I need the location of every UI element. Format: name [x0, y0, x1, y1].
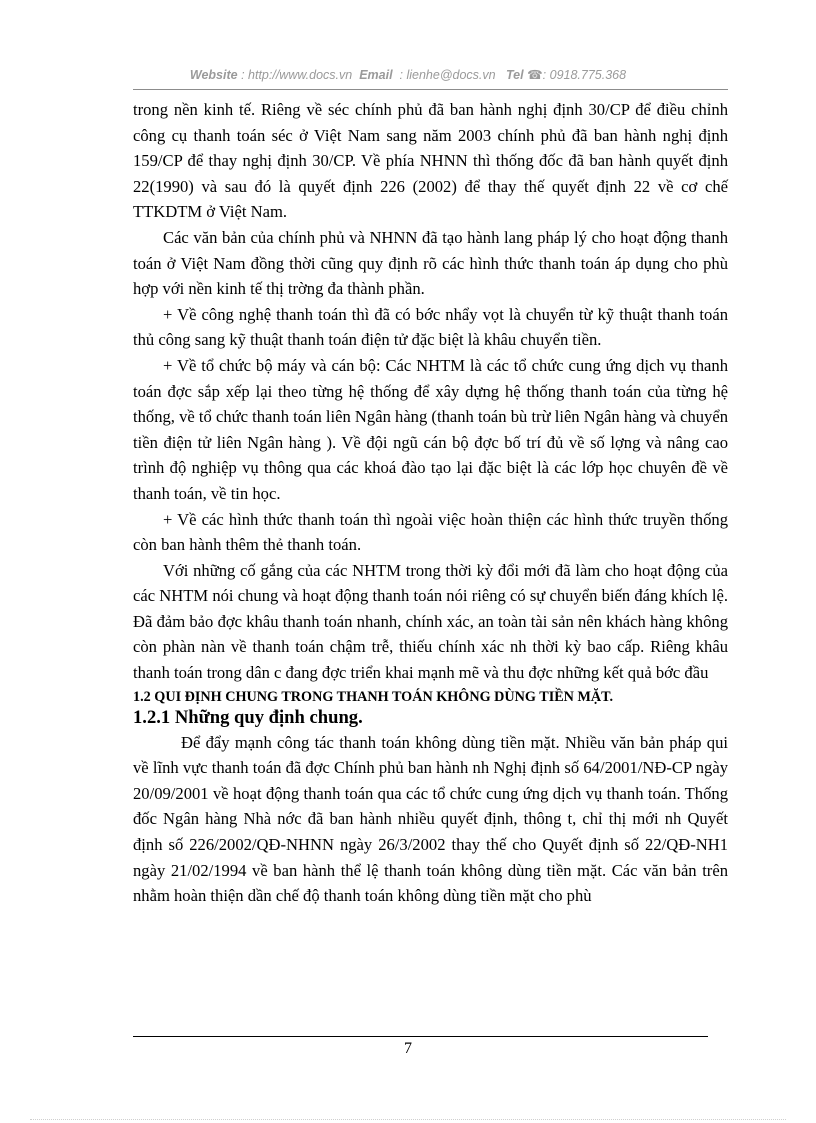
- paragraph-general-regulations: Để đẩy mạnh công tác thanh toán không dùng tiền mặt. Nhiều văn bản pháp qui về lĩnh vực thanh toán đã đợc Chính phủ ban hành nh Nghị định số 64/2001/NĐ-CP ngày 20/09/2001 về hoạt động thanh toán qua các tổ chức cung ứng dịch vụ thanh toán. Thống đốc Ngân hàng Nhà nớc đã ban hành nhiều quyết định, thông t, chỉ thị mới nh Quyết định số 226/2002/QĐ-NHNN ngày 26/3/2002 thay thế cho Quyết định số 22/QĐ-NH1 ngày 21/02/1994 về ban hành thể lệ thanh toán không dùng tiền mặt. Các văn bản trên nhằm hoàn thiện dần chế độ thanh toán không dùng tiền mặt cho phù: [133, 732, 728, 906]
- page-header: [0, 67, 816, 82]
- page-body: [133, 97, 728, 909]
- paragraph-legal-corridor: Các văn bản của chính phủ và NHNN đã tạo hành lang pháp lý cho hoạt động thanh toán ở Việt Nam đồng thời cũng quy định rõ các hình thức thanh toán áp dụng cho phù hợp với nền kinh tế thị trờng đa thành phần.: [133, 227, 728, 299]
- website-label: Website: [189, 68, 238, 82]
- email-address[interactable]: : lienhe@docs.vn: [399, 68, 496, 82]
- header-divider: [133, 89, 728, 90]
- paragraph-organization-staff: + Về tổ chức bộ máy và cán bộ: Các NHTM là các tổ chức cung ứng dịch vụ thanh toán đợc sắp xếp lại theo từng hệ thống để xây dựng hệ thống thanh toán của từng hệ thống, về tổ chức thanh toán liên Ngân hàng (thanh toán bù trừ liên Ngân hàng và chuyển tiền điện tử liên Ngân hàng ). Về đội ngũ cán bộ đợc bố trí đủ về số lợng và nâng cao trình độ nghiệp vụ thông qua các khoá đào tạo lại đặc biệt là các lớp học chuyên đề về thanh toán, về tin học.: [133, 355, 728, 503]
- paragraph-legal-framework: trong nền kinh tế. Riêng về séc chính phủ đã ban hành nghị định 30/CP để điều chỉnh công cụ thanh toán séc ở Việt Nam sang năm 2003 chính phủ đã ban hành nghị định 159/CP để thay nghị định 30/CP. Về phía NHNN thì thống đốc đã ban hành quyết định 22(1990) và sau đó là quyết định 226 (2002) để thay thế quyết định 22 về cơ chế TTKDTM ở Việt Nam.: [133, 100, 728, 222]
- page-bottom-border: [30, 1119, 786, 1120]
- website-url[interactable]: : http://www.docs.vn: [241, 68, 353, 82]
- paragraph-payment-technology: + Về công nghệ thanh toán thì đã có bớc nhẩy vọt là chuyển từ kỹ thuật thanh toán thủ công sang kỹ thuật thanh toán điện tử đặc biệt là khâu chuyển tiền.: [133, 304, 728, 350]
- section-heading-1-2: 1.2 QUI ĐỊNH CHUNG TRONG THANH TOÁN KHÔNG DÙNG TIỀN MẶT.: [133, 688, 614, 705]
- tel-label: Tel: [506, 68, 524, 82]
- email-label: Email: [359, 68, 393, 82]
- footer-divider: [133, 1036, 708, 1037]
- subsection-heading-1-2-1: 1.2.1 Những quy định chung.: [133, 706, 363, 728]
- paragraph-achievements: Với những cố gắng của các NHTM trong thời kỳ đổi mới đã làm cho hoạt động của các NHTM nói chung và hoạt động thanh toán nói riêng có sự chuyển biến đáng khích lệ. Đã đảm bảo đợc khâu thanh toán nhanh, chính xác, an toàn tài sản nên khách hàng không còn phàn nàn về thanh toán chậm trễ, thiếu chính xác nh thời kỳ bao cấp. Riêng khâu thanh toán trong dân c đang đợc triển khai mạnh mẽ và thu đợc những kết quả bớc đầu: [133, 560, 728, 683]
- page-number: 7: [404, 1040, 412, 1057]
- paragraph-payment-forms: + Về các hình thức thanh toán thì ngoài việc hoàn thiện các hình thức truyền thống còn ban hành thêm thẻ thanh toán.: [133, 509, 728, 555]
- tel-number: ☎: 0918.775.368: [527, 68, 627, 82]
